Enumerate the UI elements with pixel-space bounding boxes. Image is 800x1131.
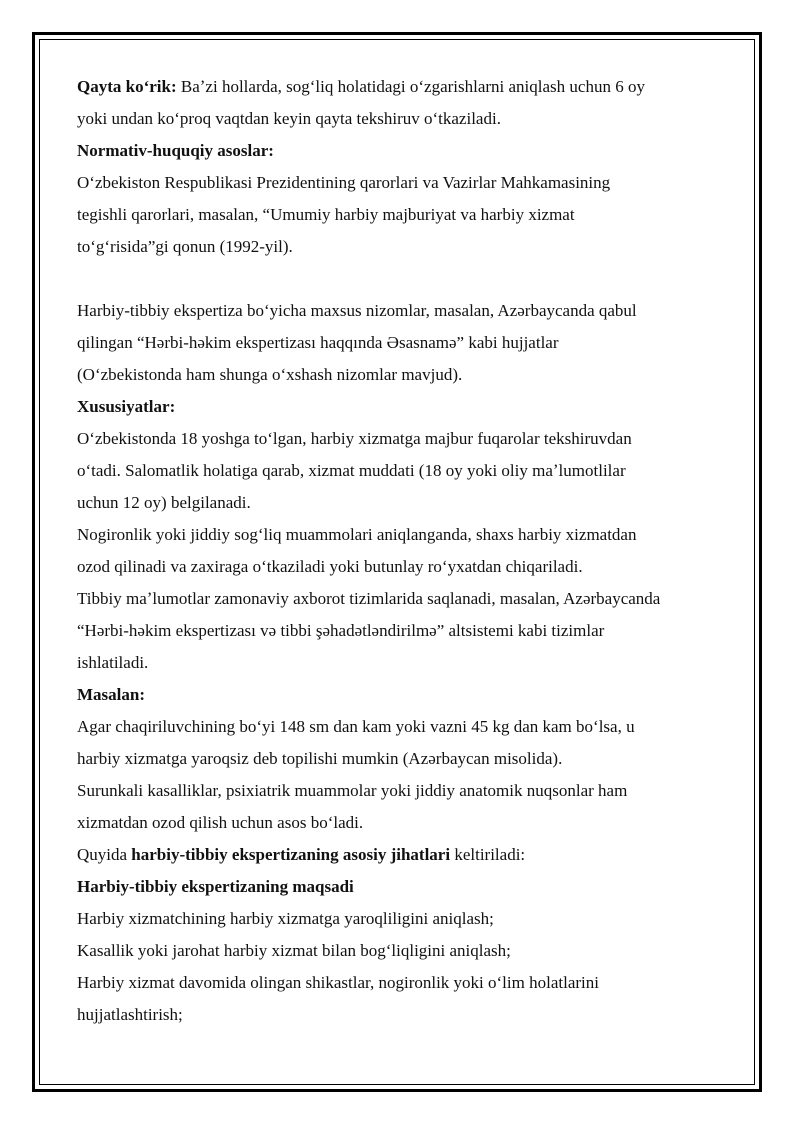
line-bold-text: Xususiyatlar: (77, 397, 176, 416)
text-line (77, 487, 737, 519)
text-line (77, 71, 737, 103)
text-line (77, 423, 737, 455)
line-text: Baʼzi hollarda, sogʻliq holatidagi oʻzgarishlarni aniqlash uchun 6 oy (176, 77, 645, 96)
text-line (77, 743, 737, 775)
text-line (77, 135, 737, 167)
text-line (77, 103, 737, 135)
text-line (77, 647, 737, 679)
text-line (77, 775, 737, 807)
blank-line (77, 263, 737, 295)
text-line (77, 871, 737, 903)
line-text: ishlatiladi. (77, 653, 149, 672)
line-text: yoki undan koʻproq vaqtdan keyin qayta tekshiruv oʻtkaziladi. (77, 109, 501, 128)
line-text: ozod qilinadi va zaxiraga oʻtkaziladi yoki butunlay roʻyxatdan chiqariladi. (77, 557, 583, 576)
line-text-tail: keltiriladi: (450, 845, 526, 864)
text-line (77, 551, 737, 583)
text-line (77, 903, 737, 935)
line-text: hujjatlashtirish; (77, 1005, 183, 1024)
text-line (77, 807, 737, 839)
line-text: Harbiy xizmat davomida olingan shikastlar, nogironlik yoki oʻlim holatlarini (77, 973, 599, 992)
line-text: harbiy xizmatga yaroqsiz deb topilishi mumkin (Azərbaycan misolida). (77, 749, 563, 768)
line-bold-text: Harbiy-tibbiy ekspertizaning maqsadi (77, 877, 354, 896)
line-text: Harbiy xizmatchining harbiy xizmatga yaroqliligini aniqlash; (77, 909, 494, 928)
document-body (77, 71, 737, 1031)
line-bold-text: Normativ-huquqiy asoslar: (77, 141, 274, 160)
line-text: Quyida (77, 845, 132, 864)
text-line (77, 327, 737, 359)
text-line (77, 967, 737, 999)
line-bold-text: Qayta koʻrik: (77, 77, 177, 96)
line-text: uchun 12 oy) belgilanadi. (77, 493, 251, 512)
text-line (77, 711, 737, 743)
text-line (77, 391, 737, 423)
line-text: qilingan “Hərbi-həkim ekspertizası haqqında Əsasnamə” kabi hujjatlar (77, 333, 559, 352)
text-line (77, 615, 737, 647)
line-bold-text: Masalan: (77, 685, 145, 704)
text-line (77, 999, 737, 1031)
line-text: Oʻzbekiston Respublikasi Prezidentining qarorlari va Vazirlar Mahkamasining (77, 173, 611, 192)
line-text: Nogironlik yoki jiddiy sogʻliq muammolari aniqlanganda, shaxs harbiy xizmatdan (77, 525, 637, 544)
line-text: Surunkali kasalliklar, psixiatrik muammolar yoki jiddiy anatomik nuqsonlar ham (77, 781, 628, 800)
text-line (77, 231, 737, 263)
text-line (77, 935, 737, 967)
text-line (77, 167, 737, 199)
line-text: xizmatdan ozod qilish uchun asos boʻladi. (77, 813, 364, 832)
line-text: tegishli qarorlari, masalan, “Umumiy harbiy majburiyat va harbiy xizmat (77, 205, 575, 224)
line-text: Oʻzbekistonda 18 yoshga toʻlgan, harbiy xizmatga majbur fuqarolar tekshiruvdan (77, 429, 632, 448)
text-line (77, 583, 737, 615)
line-text: Harbiy-tibbiy ekspertiza boʻyicha maxsus nizomlar, masalan, Azərbaycanda qabul (77, 301, 637, 320)
line-text: oʻtadi. Salomatlik holatiga qarab, xizmat muddati (18 oy yoki oliy maʼlumotlilar (77, 461, 626, 480)
text-line (77, 295, 737, 327)
line-text: Agar chaqiriluvchining boʻyi 148 sm dan kam yoki vazni 45 kg dan kam boʻlsa, u (77, 717, 635, 736)
text-line (77, 519, 737, 551)
line-text: Kasallik yoki jarohat harbiy xizmat bilan bogʻliqligini aniqlash; (77, 941, 511, 960)
line-text: (Oʻzbekistonda ham shunga oʻxshash nizomlar mavjud). (77, 365, 463, 384)
text-line (77, 455, 737, 487)
line-text: Tibbiy maʼlumotlar zamonaviy axborot tizimlarida saqlanadi, masalan, Azərbaycanda (77, 589, 661, 608)
text-line (77, 359, 737, 391)
text-line (77, 199, 737, 231)
line-text: toʻgʻrisida”gi qonun (1992-yil). (77, 237, 293, 256)
text-line (77, 839, 737, 871)
line-bold-text: harbiy-tibbiy ekspertizaning asosiy jihatlari (131, 845, 451, 864)
text-line (77, 679, 737, 711)
line-text: “Hərbi-həkim ekspertizası və tibbi şəhadətləndirilmə” altsistemi kabi tizimlar (77, 621, 605, 640)
